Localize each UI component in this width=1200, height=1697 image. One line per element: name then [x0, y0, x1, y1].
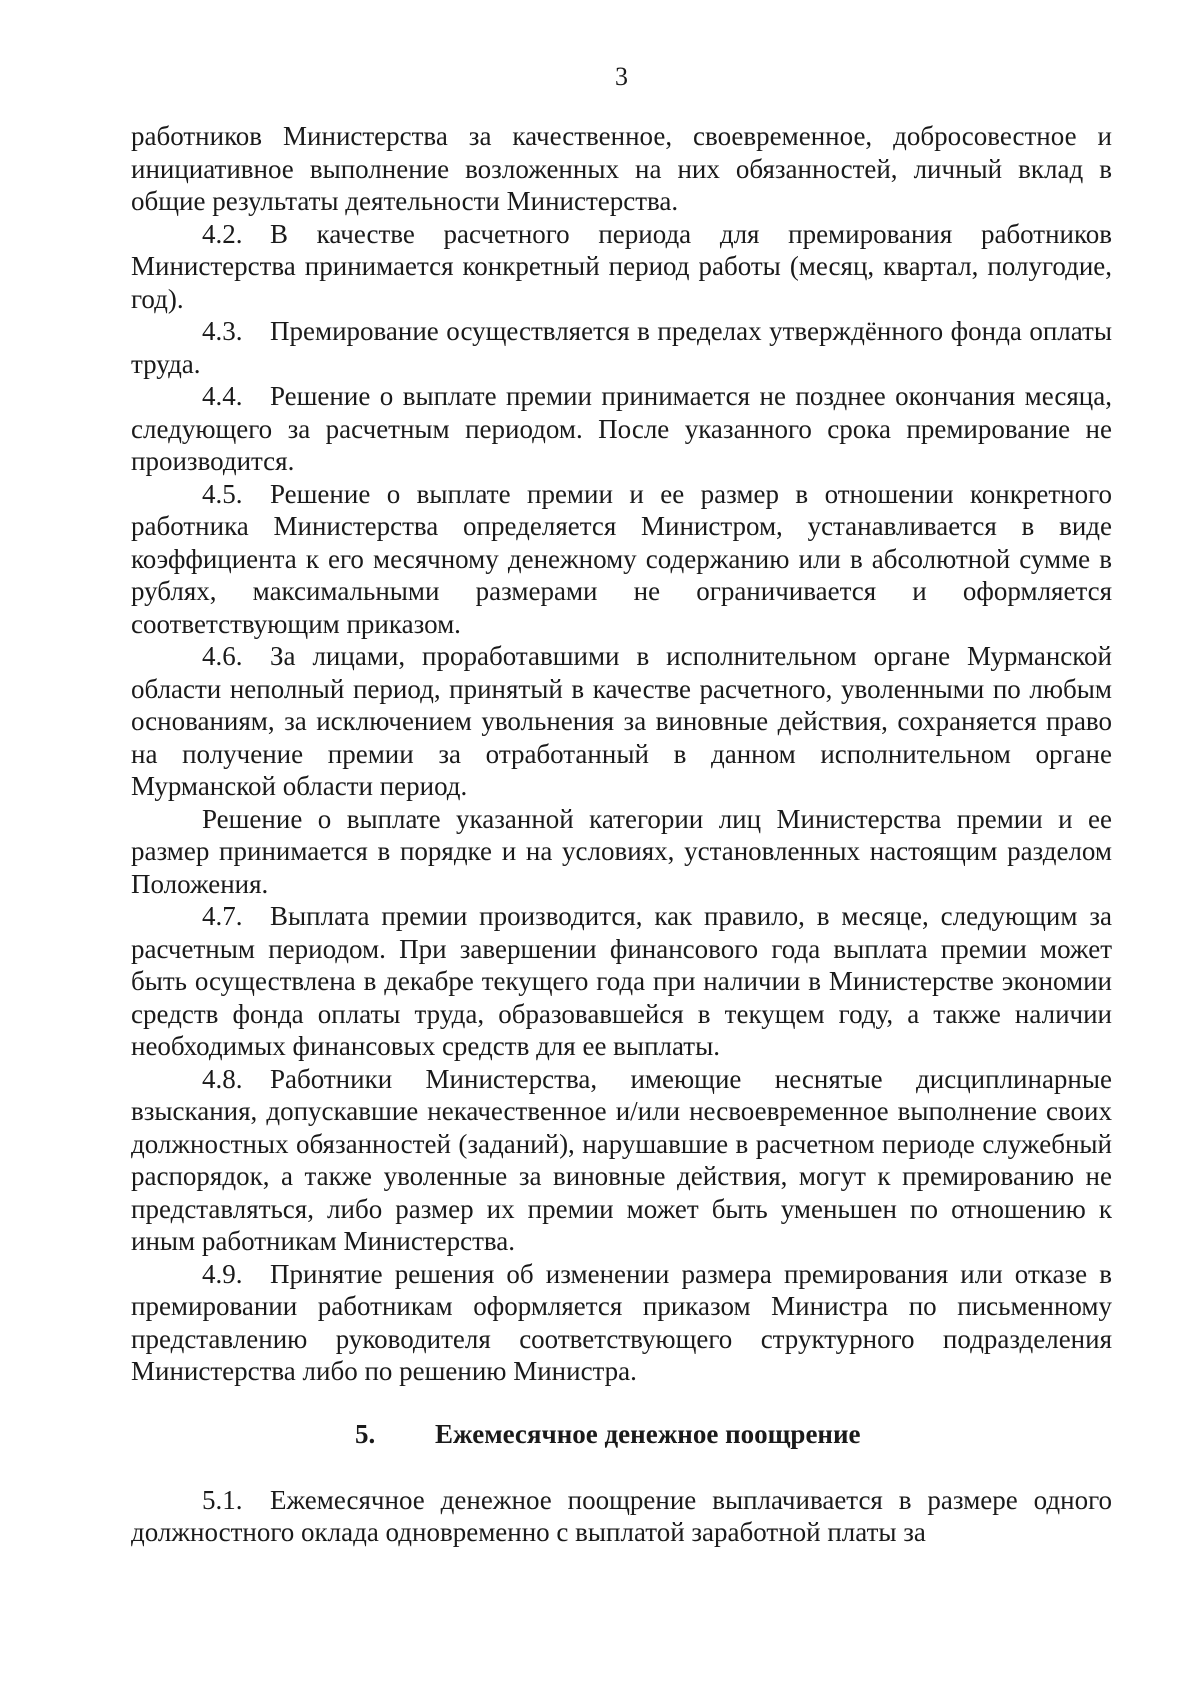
paragraph-5-1 — [131, 1484, 1112, 1549]
paragraph-text: Выплата премии производится, как правило, в месяце, следующим за расчетным периодом. При завершении финансового года выплата премии может быть осуществлена в декабре текущего года при наличии в Министерстве экономии средств фонда оплаты труда, образовавшейся в текущем году, а также наличии необходимых финансовых средств для ее выплаты. — [131, 901, 1112, 1061]
paragraph-4-5 — [131, 478, 1112, 641]
paragraph-number: 4.3. — [202, 316, 243, 346]
paragraph-4-8 — [131, 1063, 1112, 1258]
paragraph-number: 4.4. — [202, 381, 243, 411]
paragraph-text: За лицами, проработавшими в исполнительном органе Мурманской области неполный период, принятый в качестве расчетного, уволенными по любым основаниям, за исключением увольнения за виновные действия, сохраняется право на получение премии за отработанный в данном исполнительном органе Мурманской области период. — [131, 641, 1112, 801]
paragraph-4-2 — [131, 218, 1112, 316]
paragraph-4-7 — [131, 900, 1112, 1063]
section-number: 5. — [355, 1418, 376, 1449]
paragraph-number: 5.1. — [202, 1484, 243, 1515]
paragraph-4-6-decision — [131, 803, 1112, 901]
paragraph-text: Принятие решения об изменении размера премирования или отказе в премировании работникам оформляется приказом Министра по письменному представлению руководителя соответствующего структурного подразделения Министерства либо по решению Министра. — [131, 1258, 1112, 1386]
paragraph-continuation — [131, 120, 1112, 218]
paragraph-number: 4.8. — [202, 1063, 243, 1094]
paragraph-text: Премирование осуществляется в пределах утверждённого фонда оплаты труда. — [131, 316, 1112, 379]
paragraph-number: 4.2. — [202, 218, 243, 249]
paragraph-number: 4.7. — [202, 901, 243, 931]
paragraph-4-3 — [131, 315, 1112, 380]
page-number: 3 — [615, 62, 628, 91]
paragraph-text: Решение о выплате премии принимается не позднее окончания месяца, следующего за расчетным периодом. После указанного срока премирование не производится. — [131, 381, 1112, 476]
section-title: Ежемесячное денежное поощрение — [435, 1418, 861, 1449]
paragraph-text: Решение о выплате указанной категории лиц Министерства премии и ее размер принимается в порядке и на условиях, установленных настоящим разделом Положения. — [131, 803, 1112, 899]
section-heading — [131, 1418, 1112, 1450]
paragraph-text: В качестве расчетного периода для премирования работников Министерства принимается конкретный период работы (месяц, квартал, полугодие, год). — [131, 218, 1112, 314]
paragraph-4-4 — [131, 380, 1112, 478]
paragraph-4-9 — [131, 1258, 1112, 1388]
paragraph-text: работников Министерства за качественное, своевременное, добросовестное и инициативное выполнение возложенных на них обязанностей, личный вклад в общие результаты деятельности Министерства. — [131, 121, 1112, 216]
paragraph-number: 4.9. — [202, 1258, 243, 1289]
paragraph-text: Решение о выплате премии и ее размер в отношении конкретного работника Министерства определяется Министром, устанавливается в виде коэффициента к его месячному денежному содержанию или в абсолютной сумме в рублях, максимальными размерами не ограничивается и оформляется соответствующим приказом. — [131, 478, 1112, 639]
paragraph-number: 4.6. — [202, 641, 243, 671]
paragraph-4-6 — [131, 640, 1112, 803]
paragraph-text: Ежемесячное денежное поощрение выплачивается в размере одного должностного оклада одновременно с выплатой заработной платы за — [131, 1484, 1112, 1547]
paragraph-text: Работники Министерства, имеющие неснятые дисциплинарные взыскания, допускавшие некачественное и/или несвоевременное выполнение своих должностных обязанностей (заданий), нарушавшие в расчетном периоде служебный распорядок, а также уволенные за виновные действия, могут к премированию не представляться, либо размер их премии может быть уменьшен по отношению к иным работникам Министерства. — [131, 1063, 1112, 1256]
paragraph-number: 4.5. — [202, 478, 243, 509]
